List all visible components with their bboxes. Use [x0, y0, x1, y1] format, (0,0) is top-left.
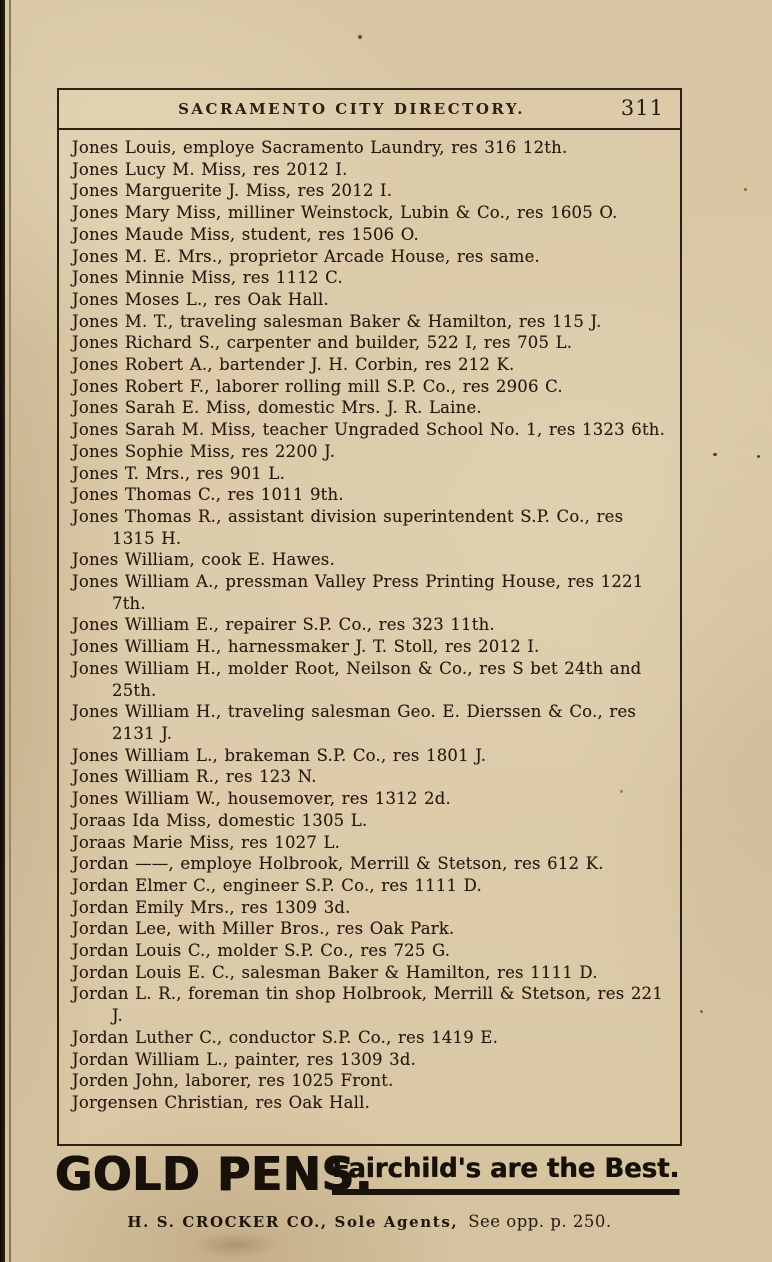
ad-reference-text: See opp. p. 250. — [468, 1212, 612, 1231]
directory-entry: Jones M. T., traveling salesman Baker & Hamilton, res 115 J. — [72, 311, 602, 331]
paper-speck — [713, 453, 717, 456]
ad-product-text: GOLD PENS. — [55, 1147, 374, 1201]
directory-entry: Jones Moses L., res Oak Hall. — [72, 289, 329, 309]
directory-entry: Jones William H., molder Root, Neilson & Co., res S bet 24th and 25th. — [72, 658, 642, 700]
paper-speck — [358, 35, 362, 39]
directory-entry: Jordan Luther C., conductor S.P. Co., res 1419 E. — [72, 1027, 499, 1047]
directory-entry: Jones Minnie Miss, res 1112 C. — [72, 268, 343, 288]
directory-entry: Jordan Louis C., molder S.P. Co., res 725 G. — [72, 941, 451, 961]
directory-entry: Jones Sarah E. Miss, domestic Mrs. J. R. Laine. — [72, 398, 482, 418]
directory-entry: Jones Richard S., carpenter and builder, 522 I, res 705 L. — [72, 333, 573, 353]
paper-speck — [700, 1010, 703, 1013]
directory-title: SACRAMENTO CITY DIRECTORY. — [178, 100, 525, 118]
directory-content-box — [57, 88, 682, 1146]
directory-entry: Jones Sophie Miss, res 2200 J. — [72, 441, 336, 461]
directory-entry: Jones Sarah M. Miss, teacher Ungraded School No. 1, res 1323 6th. — [72, 420, 666, 440]
directory-entry: Jordan Emily Mrs., res 1309 3d. — [72, 897, 351, 917]
directory-entry: Joraas Ida Miss, domestic 1305 L. — [72, 810, 368, 830]
paper-smudge — [190, 1232, 280, 1258]
directory-entry: Jones William H., harnessmaker J. T. Stoll, res 2012 I. — [72, 637, 540, 657]
directory-entry: Joraas Marie Miss, res 1027 L. — [72, 832, 341, 852]
directory-entry: Jones William, cook E. Hawes. — [72, 550, 335, 570]
directory-entry: Jordan Louis E. C., salesman Baker & Hamilton, res 1111 D. — [72, 962, 598, 982]
directory-entry: Jones T. Mrs., res 901 L. — [72, 463, 286, 483]
directory-entry: Jordan Lee, with Miller Bros., res Oak Park. — [72, 919, 455, 939]
directory-entry: Jones Thomas C., res 1011 9th. — [72, 485, 344, 505]
book-binding-edge — [0, 0, 5, 1262]
directory-entry: Jorden John, laborer, res 1025 Front. — [72, 1071, 394, 1091]
directory-entry: Jordan L. R., foreman tin shop Holbrook, Merrill & Stetson, res 221 J. — [72, 984, 663, 1026]
paper-speck — [757, 455, 760, 458]
directory-entry: Jones M. E. Mrs., proprietor Arcade House, res same. — [72, 246, 540, 266]
directory-entry: Jones Thomas R., assistant division superintendent S.P. Co., res 1315 H. — [72, 506, 624, 548]
ad-footer — [57, 1212, 682, 1231]
directory-entry-list — [59, 130, 680, 1114]
directory-entry: Jones Maude Miss, student, res 1506 O. — [72, 224, 419, 244]
directory-entry: Jordan William L., painter, res 1309 3d. — [72, 1049, 417, 1069]
directory-entry: Jones William H., traveling salesman Geo. E. Dierssen & Co., res 2131 J. — [72, 702, 637, 743]
directory-entry: Jones William W., housemover, res 1312 2d. — [72, 789, 451, 809]
paper-speck — [744, 188, 747, 191]
directory-entry: Jones Lucy M. Miss, res 2012 I. — [72, 159, 348, 179]
directory-entry: Jordan ——, employe Holbrook, Merrill & Stetson, res 612 K. — [72, 854, 604, 874]
directory-entry: Jones William A., pressman Valley Press Printing House, res 1221 7th. — [72, 572, 644, 613]
page-number: 311 — [620, 96, 664, 120]
directory-entry: Jorgensen Christian, res Oak Hall. — [72, 1092, 371, 1112]
page-header — [59, 90, 680, 130]
directory-entry: Jordan Elmer C., engineer S.P. Co., res 1111 D. — [72, 875, 482, 895]
directory-entry: Jones Robert A., bartender J. H. Corbin, res 212 K. — [72, 355, 515, 375]
directory-entry: Jones Mary Miss, milliner Weinstock, Lubin & Co., res 1605 O. — [72, 203, 618, 223]
ad-agent-text: H. S. CROCKER CO., Sole Agents, — [127, 1213, 459, 1231]
page-crease-line — [9, 0, 11, 1262]
directory-entry: Jones Robert F., laborer rolling mill S.P. Co., res 2906 C. — [72, 376, 563, 396]
ad-slogan-text: Fairchild's are the Best. — [332, 1153, 679, 1195]
directory-entry: Jones William E., repairer S.P. Co., res 323 11th. — [72, 615, 495, 635]
directory-entry: Jones Louis, employe Sacramento Laundry, res 316 12th. — [72, 138, 568, 157]
directory-entry: Jones Marguerite J. Miss, res 2012 I. — [72, 181, 393, 201]
directory-entry: Jones William R., res 123 N. — [72, 767, 317, 787]
directory-entry: Jones William L., brakeman S.P. Co., res 1801 J. — [72, 745, 487, 765]
